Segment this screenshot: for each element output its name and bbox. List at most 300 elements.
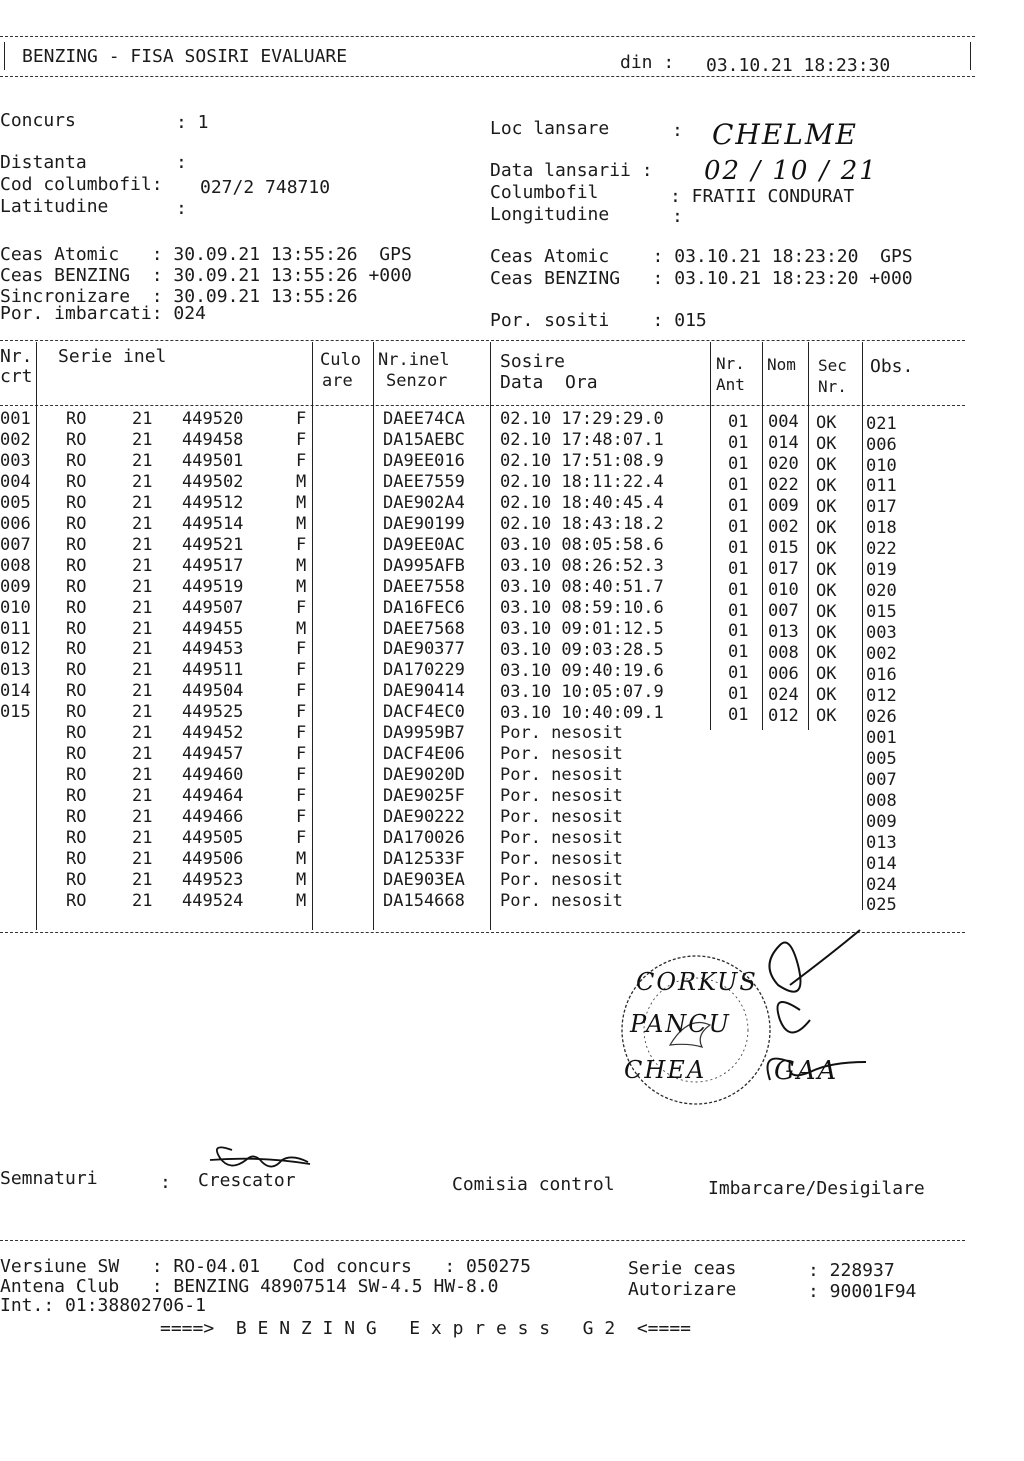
cell-ant: 01 (728, 453, 749, 474)
cell-obs: 012 (866, 685, 897, 706)
cell-senzor: DAE90414 (383, 681, 465, 702)
semnaturi-colon: : (160, 1172, 171, 1193)
cell-senzor: DAE903EA (383, 869, 465, 890)
cell-senzor: DAE9025F (383, 786, 465, 807)
cell-nr: 008 (0, 555, 31, 576)
cell-senzor: DAEE7559 (383, 471, 465, 492)
header-senzor: Senzor (386, 371, 448, 391)
cell-obs: 015 (866, 602, 897, 623)
cell-ant: 01 (728, 516, 749, 537)
longitudine-label: Longitudine (490, 204, 610, 225)
col-divider-7 (808, 342, 809, 730)
cell-sex: F (296, 450, 307, 471)
cell-sex: F (296, 786, 307, 807)
cell-an: 21 (132, 534, 153, 555)
header-culoare: Culo (320, 350, 361, 370)
cell-nom: 012 (768, 705, 799, 726)
cell-an: 21 (132, 471, 153, 492)
cell-inel: 449466 (182, 807, 244, 828)
header-sosire: Sosire (500, 351, 566, 372)
cell-sex: M (296, 471, 307, 492)
cell-an: 21 (132, 848, 153, 869)
cell-senzor: DA9EE0AC (383, 534, 465, 555)
cell-sex: F (296, 639, 307, 660)
cell-nom: 020 (768, 454, 799, 475)
cell-tara: RO (66, 848, 87, 869)
cell-sec: OK (816, 622, 837, 643)
cell-ant: 01 (728, 411, 749, 432)
cell-sex: F (296, 660, 307, 681)
cell-senzor: DAE90199 (383, 513, 465, 534)
antena-club-line: Antena Club : BENZING 48907514 SW-4.5 HW-8.0 (0, 1276, 499, 1297)
cell-senzor: DA995AFB (383, 555, 465, 576)
cell-nom: 017 (768, 559, 799, 580)
header-ant: Ant (716, 375, 745, 394)
cell-sosire: 02.10 17:48:07.1 (500, 430, 664, 451)
cell-sosire: 03.10 09:03:28.5 (500, 639, 664, 660)
cell-tara: RO (66, 618, 87, 639)
cell-inel: 449505 (182, 828, 244, 848)
cell-inel: 449501 (182, 450, 244, 471)
cell-senzor: DAE90377 (383, 639, 465, 660)
cell-an: 21 (132, 450, 153, 471)
cell-nom: 015 (768, 538, 799, 559)
cell-tara: RO (66, 660, 87, 681)
col-divider-4 (490, 342, 491, 930)
cell-obs: 024 (866, 874, 897, 895)
cell-senzor: DA16FEC6 (383, 597, 465, 618)
cell-sosire: Por. nesosit (500, 723, 623, 744)
header-culoare-2: are (322, 371, 353, 391)
cell-sec: OK (816, 413, 837, 434)
cell-inel: 449520 (182, 409, 244, 429)
cell-obs: 011 (866, 476, 897, 497)
longitudine-value: : (672, 206, 683, 227)
cell-tara: RO (66, 639, 87, 660)
header-top-rule (0, 36, 975, 37)
col-divider-2 (312, 342, 313, 930)
cell-obs: 009 (866, 811, 897, 832)
cell-inel: 449452 (182, 723, 244, 744)
cell-obs: 013 (866, 832, 897, 853)
cell-sosire: 03.10 09:40:19.6 (500, 660, 664, 681)
cell-nr: 007 (0, 534, 31, 555)
data-lansarii-handwritten: 02 / 10 / 21 (704, 156, 878, 186)
cell-nom: 022 (768, 475, 799, 496)
cell-sec: OK (816, 706, 837, 727)
cell-sosire: Por. nesosit (500, 849, 623, 870)
porumbei-imbarcati: Por. imbarcati: 024 (0, 303, 206, 324)
cell-senzor: DA9EE016 (383, 450, 465, 471)
header-left-bar (4, 42, 5, 70)
cell-an: 21 (132, 555, 153, 576)
stamp-name-2: PANCU (630, 1010, 731, 1038)
cell-an: 21 (132, 492, 153, 513)
cell-nom: 007 (768, 601, 799, 621)
cell-sosire: Por. nesosit (500, 744, 623, 765)
cell-nom: 024 (768, 684, 799, 705)
concurs-label: Concurs (0, 110, 76, 131)
data-lansarii-label: Data lansarii : (490, 160, 653, 181)
cell-sex: F (296, 702, 307, 723)
cell-senzor: DA12533F (383, 848, 465, 869)
cell-senzor: DA9959B7 (383, 723, 465, 744)
cell-sec: OK (816, 559, 837, 580)
cell-sec: OK (816, 475, 837, 496)
table-bottom-rule (0, 932, 965, 933)
comisia-label: Comisia control (452, 1174, 615, 1195)
cell-sex: F (296, 744, 307, 765)
cell-inel: 449457 (182, 744, 244, 765)
distanta-label: Distanta (0, 152, 87, 173)
cell-an: 21 (132, 597, 153, 618)
cell-tara: RO (66, 890, 87, 911)
cell-inel: 449464 (182, 786, 244, 807)
report-date-label: din : (620, 52, 675, 73)
cell-obs: 019 (866, 560, 897, 581)
cell-obs: 017 (866, 497, 897, 518)
cell-inel: 449511 (182, 660, 244, 681)
cell-tara: RO (66, 450, 87, 471)
cell-obs: 016 (866, 665, 897, 686)
cell-sex: M (296, 513, 307, 534)
autorizare-value: : 90001F94 (808, 1281, 917, 1302)
cell-sec: OK (816, 580, 837, 601)
cell-an: 21 (132, 807, 153, 828)
cell-nom: 013 (768, 621, 799, 642)
header-serie-inel: Serie inel (58, 346, 167, 367)
cell-nr: 006 (0, 513, 31, 534)
cell-senzor: DA170026 (383, 828, 465, 848)
header-sec-nr: Nr. (818, 377, 847, 396)
cell-sosire: 02.10 17:51:08.9 (500, 451, 664, 472)
cell-senzor: DAEE7558 (383, 576, 465, 597)
cell-ant: 01 (728, 621, 749, 642)
cell-nr: 013 (0, 660, 31, 681)
concurs-value: : 1 (176, 112, 209, 133)
header-nr-ant: Nr. (716, 354, 745, 373)
col-divider-8 (862, 342, 863, 910)
cell-sosire: 03.10 10:40:09.1 (500, 702, 664, 723)
cell-an: 21 (132, 786, 153, 807)
serie-ceas-label: Serie ceas (628, 1258, 737, 1279)
cell-nom: 002 (768, 517, 799, 538)
cell-inel: 449523 (182, 869, 244, 890)
cell-nr: 010 (0, 597, 31, 618)
cell-sosire: Por. nesosit (500, 828, 623, 849)
cell-obs: 003 (866, 623, 897, 644)
cell-an: 21 (132, 890, 153, 911)
header-data-ora: Data Ora (500, 372, 598, 393)
cell-obs: 002 (866, 644, 897, 665)
cell-sex: M (296, 869, 307, 890)
cell-tara: RO (66, 786, 87, 807)
cell-tara: RO (66, 681, 87, 702)
cell-obs: 018 (866, 518, 897, 539)
cell-senzor: DAEE7568 (383, 618, 465, 639)
stamp-signature: GAA (774, 1056, 839, 1086)
cell-obs: 007 (866, 769, 897, 790)
cell-senzor: DAE902A4 (383, 492, 465, 513)
cell-senzor: DA15AEBC (383, 429, 465, 450)
loc-lansare-label: Loc lansare (490, 118, 610, 139)
cell-sosire: 02.10 18:40:45.4 (500, 493, 664, 514)
cell-an: 21 (132, 744, 153, 765)
header-bottom-rule (0, 76, 975, 77)
cell-sosire: 03.10 08:59:10.6 (500, 597, 664, 618)
ceas-benzing-end: Ceas BENZING : 03.10.21 18:23:20 +000 (490, 268, 913, 289)
cell-sec: OK (816, 685, 837, 706)
loc-lansare-colon: : (672, 120, 683, 141)
cell-senzor: DAEE74CA (383, 409, 465, 429)
col-divider-5 (710, 342, 711, 730)
cell-nr: 003 (0, 450, 31, 471)
cell-sosire: Por. nesosit (500, 891, 623, 912)
loc-lansare-handwritten: CHELME (712, 118, 858, 151)
cell-sex: M (296, 492, 307, 513)
cell-sex: M (296, 848, 307, 869)
cell-inel: 449453 (182, 639, 244, 660)
cell-sosire: 02.10 17:29:29.0 (500, 409, 664, 430)
stamp-name-1: CORKUS (636, 968, 758, 996)
int-line: Int.: 01:38802706-1 (0, 1295, 206, 1316)
cell-nom: 009 (768, 496, 799, 517)
cell-inel: 449514 (182, 513, 244, 534)
sincronizare: Sincronizare : 30.09.21 13:55:26 (0, 286, 358, 307)
cell-an: 21 (132, 828, 153, 848)
benzing-express-banner: ====> B E N Z I N G E x p r e s s G 2 <==== (160, 1318, 692, 1339)
cell-ant: 01 (728, 474, 749, 495)
cell-sex: F (296, 723, 307, 744)
porumbei-sositi: Por. sositi : 015 (490, 310, 707, 331)
cod-columbofil-value: 027/2 748710 (200, 177, 331, 198)
cell-inel: 449519 (182, 576, 244, 597)
cell-senzor: DA154668 (383, 890, 465, 911)
cell-tara: RO (66, 513, 87, 534)
cell-inel: 449502 (182, 471, 244, 492)
cell-inel: 449506 (182, 848, 244, 869)
versiune-sw-line: Versiune SW : RO-04.01 Cod concurs : 050275 (0, 1256, 532, 1277)
cell-sex: M (296, 576, 307, 597)
cell-inel: 449458 (182, 429, 244, 450)
ceas-atomic-start: Ceas Atomic : 30.09.21 13:55:26 GPS (0, 244, 412, 265)
cell-obs: 026 (866, 706, 897, 727)
cell-senzor: DAE9020D (383, 765, 465, 786)
header-nr-crt-2: crt (0, 366, 33, 387)
cell-obs: 005 (866, 748, 897, 769)
col-divider-6 (762, 342, 763, 730)
cell-inel: 449512 (182, 492, 244, 513)
cell-senzor: DACF4E06 (383, 744, 465, 765)
cell-sosire: 03.10 10:05:07.9 (500, 681, 664, 702)
cell-ant: 01 (728, 537, 749, 558)
cell-sosire: 02.10 18:43:18.2 (500, 513, 664, 534)
cell-sex: F (296, 429, 307, 450)
cell-sex: M (296, 618, 307, 639)
cell-sosire: 03.10 08:05:58.6 (500, 534, 664, 555)
header-right-bar (970, 42, 971, 70)
cell-sec: OK (816, 664, 837, 685)
cell-nr: 012 (0, 639, 31, 660)
cell-sosire: Por. nesosit (500, 870, 623, 891)
cell-nom: 008 (768, 642, 799, 663)
latitudine-value: : (176, 198, 187, 219)
cell-tara: RO (66, 471, 87, 492)
col-divider-3 (373, 342, 374, 930)
cell-sosire: 03.10 08:40:51.7 (500, 576, 664, 597)
cell-an: 21 (132, 618, 153, 639)
cell-sosire: 03.10 08:26:52.3 (500, 555, 664, 576)
cell-sex: F (296, 409, 307, 429)
cell-tara: RO (66, 429, 87, 450)
footer-rule (0, 1240, 965, 1241)
cell-nom: 004 (768, 412, 799, 433)
cell-senzor: DA170229 (383, 660, 465, 681)
cell-sec: OK (816, 601, 837, 622)
table-header-rule (0, 405, 965, 406)
header-nr-inel: Nr.inel (378, 350, 450, 370)
cell-inel: 449525 (182, 702, 244, 723)
cell-tara: RO (66, 702, 87, 723)
cell-nr: 009 (0, 576, 31, 597)
cell-ant: 01 (728, 684, 749, 705)
cell-ant: 01 (728, 600, 749, 621)
cell-obs: 022 (866, 539, 897, 560)
cell-sosire: Por. nesosit (500, 765, 623, 786)
cell-inel: 449504 (182, 681, 244, 702)
cell-tara: RO (66, 409, 87, 429)
cell-nom: 014 (768, 433, 799, 454)
col-divider-1 (36, 342, 37, 930)
cell-ant: 01 (728, 495, 749, 516)
cell-an: 21 (132, 702, 153, 723)
cell-ant: 01 (728, 558, 749, 579)
cell-inel: 449521 (182, 534, 244, 555)
cell-sosire: Por. nesosit (500, 807, 623, 828)
crescator-signature (210, 1147, 310, 1166)
cell-ant: 01 (728, 432, 749, 453)
cell-sex: F (296, 828, 307, 848)
cell-tara: RO (66, 576, 87, 597)
header-nom: Nom (767, 355, 796, 374)
cell-obs: 020 (866, 581, 897, 602)
cell-sex: M (296, 555, 307, 576)
cell-sex: F (296, 681, 307, 702)
cell-nr: 001 (0, 409, 31, 429)
cell-an: 21 (132, 429, 153, 450)
cell-nom: 006 (768, 663, 799, 684)
report-date-value: 03.10.21 18:23:30 (706, 55, 891, 76)
cell-inel: 449507 (182, 597, 244, 618)
cell-obs: 021 (866, 413, 897, 434)
ceas-atomic-end: Ceas Atomic : 03.10.21 18:23:20 GPS (490, 246, 913, 267)
cell-an: 21 (132, 681, 153, 702)
distanta-value: : (176, 152, 187, 173)
cell-sec: OK (816, 643, 837, 664)
cell-sec: OK (816, 454, 837, 475)
cell-inel: 449524 (182, 890, 244, 911)
cell-senzor: DACF4EC0 (383, 702, 465, 723)
cell-inel: 449517 (182, 555, 244, 576)
header-obs: Obs. (870, 356, 914, 377)
cell-sec: OK (816, 496, 837, 517)
cell-an: 21 (132, 765, 153, 786)
cell-ant: 01 (728, 642, 749, 663)
cell-nr: 005 (0, 492, 31, 513)
cell-nr: 002 (0, 429, 31, 450)
cell-an: 21 (132, 869, 153, 890)
cell-obs: 008 (866, 790, 897, 811)
cell-sex: F (296, 597, 307, 618)
cell-inel: 449455 (182, 618, 244, 639)
cell-tara: RO (66, 597, 87, 618)
header-sec: Sec (818, 356, 847, 375)
columbofil-label: Columbofil (490, 182, 599, 203)
cell-tara: RO (66, 744, 87, 765)
cell-ant: 01 (728, 579, 749, 600)
columbofil-value: : FRATII CONDURAT (670, 186, 855, 207)
cell-tara: RO (66, 492, 87, 513)
cell-obs: 010 (866, 455, 897, 476)
cell-senzor: DAE90222 (383, 807, 465, 828)
cell-ant: 01 (728, 705, 749, 726)
cell-an: 21 (132, 639, 153, 660)
cell-nr: 014 (0, 681, 31, 702)
imbarcare-label: Imbarcare/Desigilare (708, 1178, 925, 1199)
cell-nr: 015 (0, 702, 31, 723)
semnaturi-label: Semnaturi (0, 1168, 98, 1189)
cod-columbofil-label: Cod columbofil: (0, 174, 163, 195)
cell-an: 21 (132, 576, 153, 597)
cell-tara: RO (66, 534, 87, 555)
cell-sec: OK (816, 517, 837, 538)
cell-inel: 449460 (182, 765, 244, 786)
cell-nr: 011 (0, 618, 31, 639)
latitudine-label: Latitudine (0, 196, 109, 217)
cell-ant: 01 (728, 663, 749, 684)
cell-sosire: 03.10 09:01:12.5 (500, 618, 664, 639)
cell-an: 21 (132, 723, 153, 744)
cell-tara: RO (66, 765, 87, 786)
cell-tara: RO (66, 555, 87, 576)
serie-ceas-value: : 228937 (808, 1260, 895, 1281)
cell-obs: 001 (866, 727, 897, 748)
table-top-rule (0, 340, 965, 341)
cell-obs: 025 (866, 895, 897, 916)
cell-sosire: Por. nesosit (500, 786, 623, 807)
crescator-label: Crescator (198, 1170, 296, 1191)
cell-sex: M (296, 890, 307, 911)
cell-an: 21 (132, 660, 153, 681)
cell-nr: 004 (0, 471, 31, 492)
cell-sex: F (296, 534, 307, 555)
autorizare-label: Autorizare (628, 1279, 737, 1300)
header-nr-crt: Nr. (0, 346, 33, 367)
cell-sex: F (296, 765, 307, 786)
cell-an: 21 (132, 409, 153, 429)
cell-an: 21 (132, 513, 153, 534)
cell-sec: OK (816, 433, 837, 454)
cell-nom: 010 (768, 580, 799, 601)
cell-sosire: 02.10 18:11:22.4 (500, 472, 664, 493)
cell-tara: RO (66, 723, 87, 744)
stamp-name-3: CHEA (624, 1056, 707, 1084)
ceas-benzing-start: Ceas BENZING : 30.09.21 13:55:26 +000 (0, 265, 412, 286)
document-title: BENZING - FISA SOSIRI EVALUARE (22, 46, 348, 67)
cell-tara: RO (66, 807, 87, 828)
cell-obs: 006 (866, 434, 897, 455)
cell-sec: OK (816, 538, 837, 559)
